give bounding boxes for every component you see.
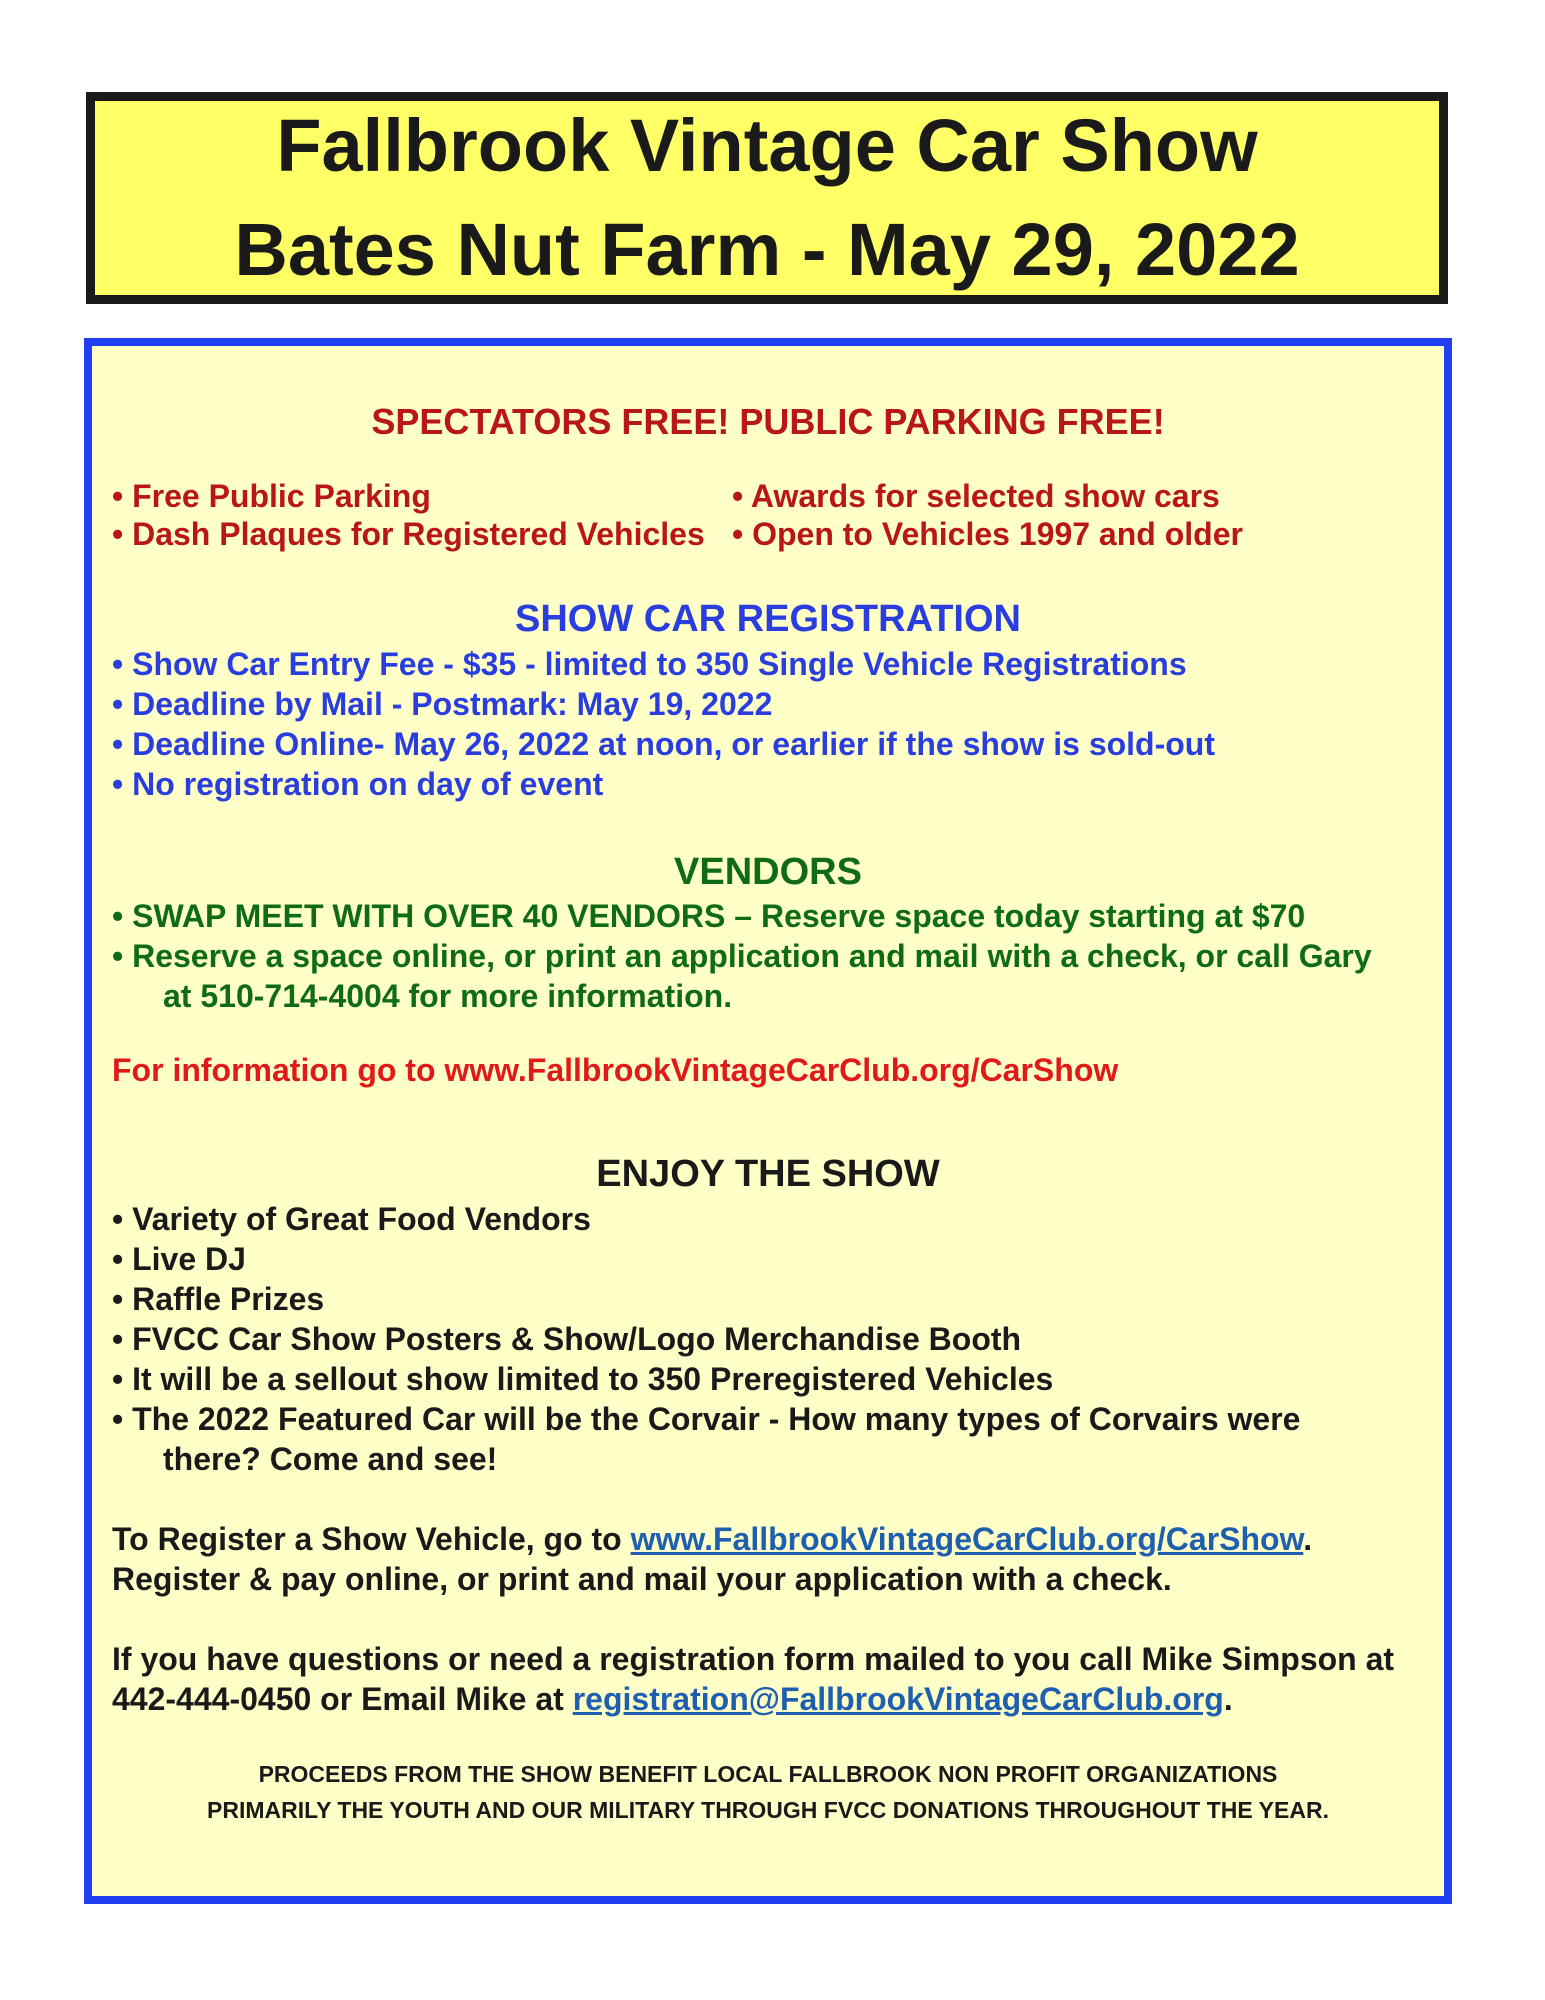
questions-suffix: . [1223, 1681, 1233, 1717]
spectators-item-dash-plaques: • Dash Plaques for Registered Vehicles [112, 516, 705, 552]
register-link[interactable]: www.FallbrookVintageCarClub.org/CarShow [630, 1521, 1304, 1557]
footer-line-2: PRIMARILY THE YOUTH AND OUR MILITARY THROUGH FVCC DONATIONS THROUGHOUT THE YEAR. [207, 1797, 1329, 1823]
questions-line-2 [112, 1681, 1233, 1718]
title-line-1: Fallbrook Vintage Car Show [276, 104, 1258, 187]
spectators-item-awards: • Awards for selected show cars [732, 478, 1220, 514]
vendors-item: • SWAP MEET WITH OVER 40 VENDORS – Reserve space today starting at $70 [112, 898, 1306, 934]
vendors-item-continuation: at 510-714-4004 for more information. [163, 978, 733, 1014]
enjoy-item: • Live DJ [112, 1241, 246, 1277]
questions-line-1: If you have questions or need a registration form mailed to you call Mike Simpson at [112, 1641, 1395, 1677]
title-line-2: Bates Nut Farm - May 29, 2022 [234, 208, 1300, 291]
questions-prefix: 442-444-0450 or Email Mike at [112, 1681, 573, 1717]
info-panel [84, 338, 1452, 1904]
enjoy-item: • The 2022 Featured Car will be the Corvair - How many types of Corvairs were [112, 1401, 1301, 1437]
registration-heading: SHOW CAR REGISTRATION [515, 598, 1021, 640]
vendors-item: • Reserve a space online, or print an application and mail with a check, or call Gary [112, 938, 1372, 974]
register-prefix: To Register a Show Vehicle, go to [112, 1521, 631, 1557]
register-line-2: Register & pay online, or print and mail your application with a check. [112, 1561, 1172, 1597]
registration-item: • Deadline by Mail - Postmark: May 19, 2022 [112, 686, 773, 722]
info-line: For information go to www.FallbrookVintageCarClub.org/CarShow [112, 1052, 1119, 1088]
enjoy-heading: ENJOY THE SHOW [596, 1153, 940, 1195]
register-line-1 [112, 1521, 1312, 1558]
registration-item: • Deadline Online- May 26, 2022 at noon, or earlier if the show is sold-out [112, 726, 1215, 762]
enjoy-item: • FVCC Car Show Posters & Show/Logo Merchandise Booth [112, 1321, 1022, 1357]
register-suffix: . [1303, 1521, 1313, 1557]
vendors-heading: VENDORS [674, 851, 862, 893]
title-banner [86, 92, 1448, 304]
enjoy-item: • Raffle Prizes [112, 1281, 325, 1317]
spectators-heading: SPECTATORS FREE! PUBLIC PARKING FREE! [371, 401, 1165, 442]
registration-item: • No registration on day of event [112, 766, 604, 802]
registration-item: • Show Car Entry Fee - $35 - limited to 350 Single Vehicle Registrations [112, 646, 1187, 682]
spectators-item-open-to: • Open to Vehicles 1997 and older [732, 516, 1243, 552]
enjoy-item: • Variety of Great Food Vendors [112, 1201, 591, 1237]
footer-line-1: PROCEEDS FROM THE SHOW BENEFIT LOCAL FALLBROOK NON PROFIT ORGANIZATIONS [258, 1761, 1278, 1787]
enjoy-item-continuation: there? Come and see! [163, 1441, 498, 1477]
email-link[interactable]: registration@FallbrookVintageCarClub.org [572, 1681, 1224, 1717]
spectators-item-free-parking: • Free Public Parking [112, 478, 431, 514]
enjoy-item: • It will be a sellout show limited to 350 Preregistered Vehicles [112, 1361, 1054, 1397]
